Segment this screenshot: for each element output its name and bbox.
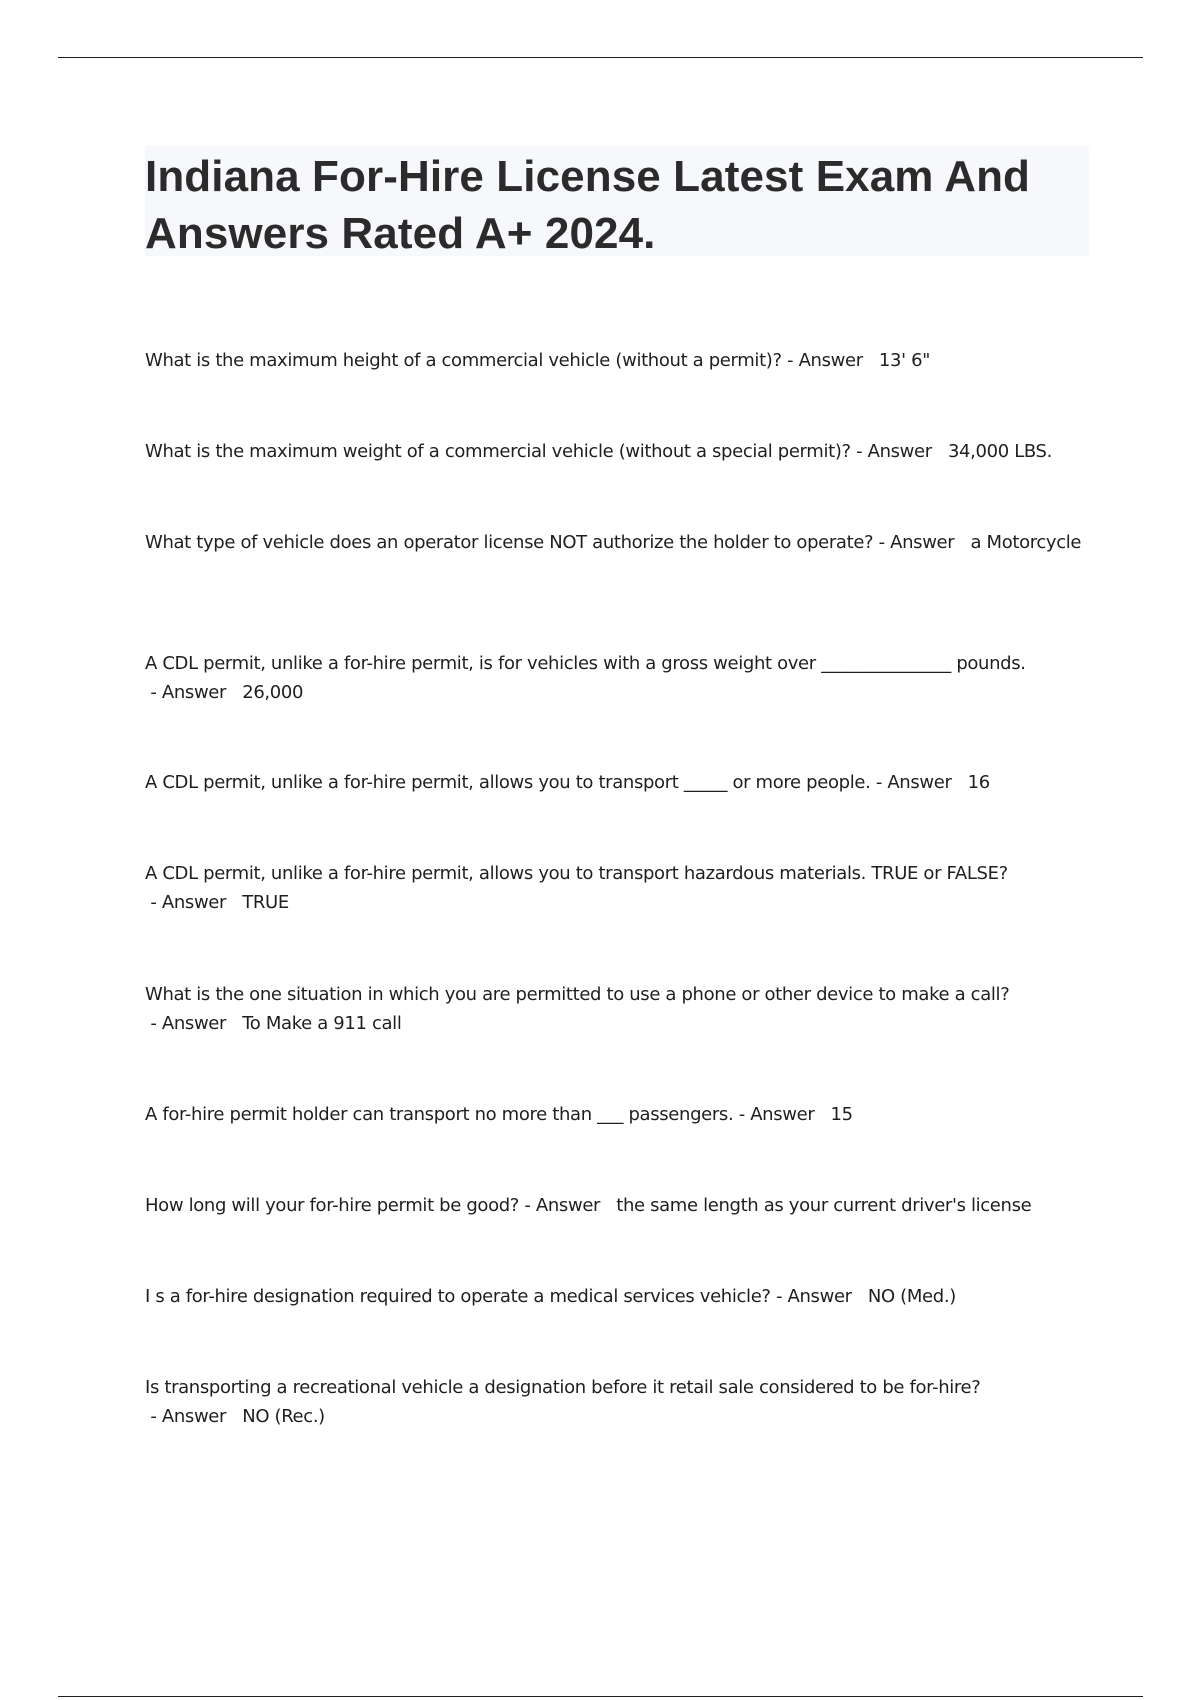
question-text: A CDL permit, unlike a for-hire permit, allows you to transport _____ or more people. xyxy=(145,772,871,793)
answer-label: Answer xyxy=(750,1104,815,1125)
answer-text: NO (Med.) xyxy=(867,1286,956,1307)
question-text: A for-hire permit holder can transport no more than ___ passengers. xyxy=(145,1104,734,1125)
qa-item-10: I s a for-hire designation required to operate a medical services vehicle? - Answer NO (Med.) xyxy=(145,1286,956,1307)
answer-text: 15 xyxy=(830,1104,853,1125)
answer-text: To Make a 911 call xyxy=(242,1013,402,1034)
top-divider xyxy=(58,57,1143,58)
question-text: A CDL permit, unlike a for-hire permit, allows you to transport hazardous materials. TRUE or FALSE? xyxy=(145,863,1008,884)
answer-text: a Motorcycle xyxy=(970,532,1082,553)
answer-text: 16 xyxy=(967,772,990,793)
qa-item-5: A CDL permit, unlike a for-hire permit, allows you to transport _____ or more people. - Answer 16 xyxy=(145,772,990,793)
qa-item-11: Is transporting a recreational vehicle a designation before it retail sale considered to be for-hire? - Answer NO (Rec.) xyxy=(145,1377,981,1427)
qa-item-7: What is the one situation in which you are permitted to use a phone or other device to make a call? - Answer To Make a 911 call xyxy=(145,984,1010,1034)
answer-label: Answer xyxy=(535,1195,601,1216)
answer-label: Answer xyxy=(798,350,863,371)
answer-label: Answer xyxy=(161,1406,227,1427)
title-block xyxy=(145,146,1089,256)
qa-item-8: A for-hire permit holder can transport no more than ___ passengers. - Answer 15 xyxy=(145,1104,853,1125)
answer-label: Answer xyxy=(887,772,952,793)
answer-text: 34,000 LBS. xyxy=(947,441,1052,462)
qa-item-4: A CDL permit, unlike a for-hire permit, is for vehicles with a gross weight over _______________ pounds. - Answer 26,000 xyxy=(145,653,1026,703)
answer-label: Answer xyxy=(867,441,932,462)
answer-text: NO (Rec.) xyxy=(242,1406,325,1427)
bottom-divider xyxy=(58,1696,1143,1697)
question-text: How long will your for-hire permit be good? xyxy=(145,1195,520,1216)
answer-label: Answer xyxy=(161,1013,227,1034)
answer-text: 26,000 xyxy=(242,682,304,703)
question-text: What type of vehicle does an operator license NOT authorize the holder to operate? xyxy=(145,532,874,553)
answer-label: Answer xyxy=(161,682,227,703)
qa-item-6: A CDL permit, unlike a for-hire permit, allows you to transport hazardous materials. TRUE or FALSE? - Answer TRUE xyxy=(145,863,1008,913)
question-text: A CDL permit, unlike a for-hire permit, is for vehicles with a gross weight over _______________ pounds. xyxy=(145,653,1026,674)
document-title: Indiana For-Hire License Latest Exam And Answers Rated A+ 2024. xyxy=(145,152,1031,258)
qa-item-1: What is the maximum height of a commercial vehicle (without a permit)? - Answer 13' 6" xyxy=(145,350,931,371)
answer-label: Answer xyxy=(787,1286,852,1307)
answer-text: 13' 6" xyxy=(878,350,931,371)
question-text: What is the one situation in which you are permitted to use a phone or other device to make a call? xyxy=(145,984,1010,1005)
answer-label: Answer xyxy=(161,892,227,913)
answer-text: TRUE xyxy=(242,892,289,913)
question-text: What is the maximum weight of a commercial vehicle (without a special permit)? xyxy=(145,441,851,462)
question-text: I s a for-hire designation required to operate a medical services vehicle? xyxy=(145,1286,771,1307)
answer-text: the same length as your current driver's license xyxy=(616,1195,1032,1216)
question-text: What is the maximum height of a commercial vehicle (without a permit)? xyxy=(145,350,782,371)
qa-item-2: What is the maximum weight of a commercial vehicle (without a special permit)? - Answer 34,000 LBS. xyxy=(145,441,1052,462)
question-text: Is transporting a recreational vehicle a designation before it retail sale considered to be for-hire? xyxy=(145,1377,981,1398)
qa-item-9: How long will your for-hire permit be good? - Answer the same length as your current driver's license xyxy=(145,1195,1032,1216)
qa-item-3: What type of vehicle does an operator license NOT authorize the holder to operate? - Answer a Motorcycle xyxy=(145,532,1082,553)
answer-label: Answer xyxy=(890,532,955,553)
